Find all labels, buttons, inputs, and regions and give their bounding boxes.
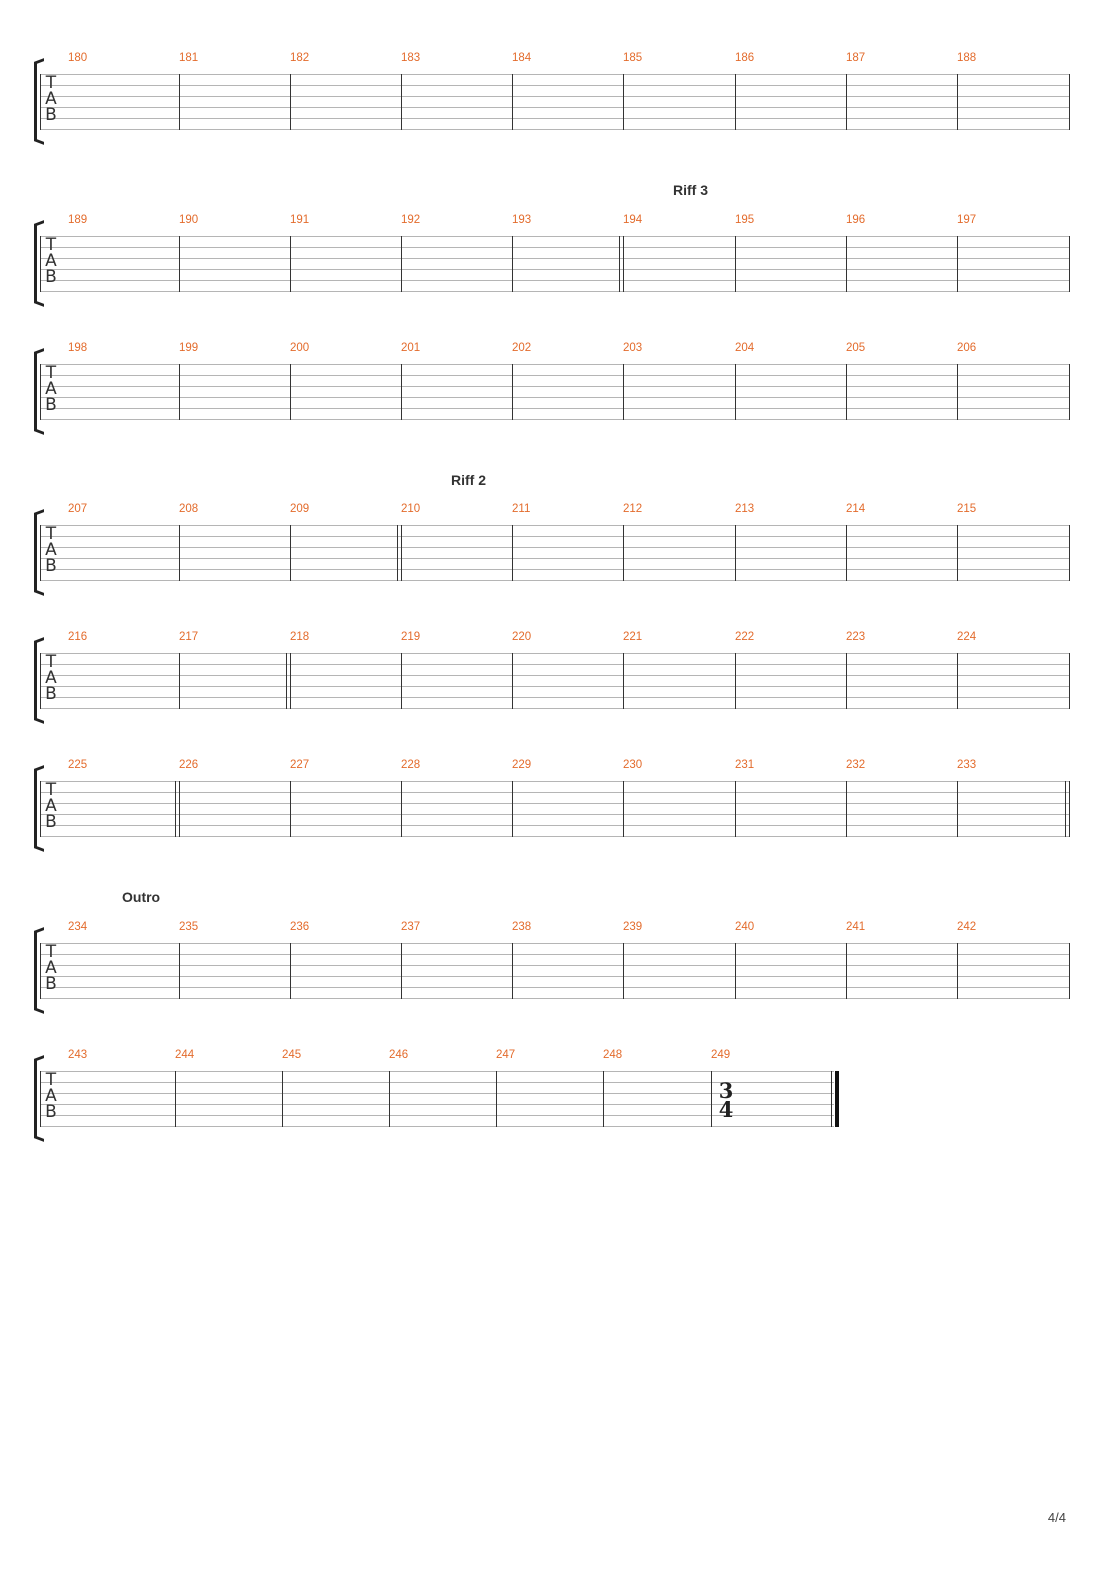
staff-line (40, 675, 1069, 676)
staff-line (40, 976, 1069, 977)
barline (40, 236, 41, 292)
tab-clef-letter: T (45, 942, 57, 962)
staff-line (40, 291, 1069, 292)
measure-number: 247 (496, 1049, 516, 1061)
barline (846, 943, 847, 999)
barline (623, 653, 624, 709)
barline (179, 525, 180, 581)
barline (1069, 653, 1070, 709)
measure-number: 249 (711, 1049, 731, 1061)
measure-number: 248 (603, 1049, 623, 1061)
staff-line (40, 1093, 834, 1094)
measure-number: 223 (846, 631, 866, 643)
staff-line (40, 408, 1069, 409)
measure-number: 201 (401, 342, 421, 354)
staff-line (40, 954, 1069, 955)
tab-clef-letter: B (45, 105, 57, 125)
tab-clef-letter: T (45, 524, 57, 544)
barline (735, 525, 736, 581)
barline (619, 236, 620, 292)
section-label: Outro (122, 889, 161, 905)
barline (512, 943, 513, 999)
staff-line (40, 781, 1069, 782)
barline (957, 236, 958, 292)
measure-number: 246 (389, 1049, 409, 1061)
measure-number: 224 (957, 631, 977, 643)
measure-number: 185 (623, 52, 643, 64)
barline (623, 525, 624, 581)
barline (846, 236, 847, 292)
barline (40, 1071, 41, 1127)
barline (512, 364, 513, 420)
tab-clef-letter: A (45, 540, 57, 560)
barline (1069, 525, 1070, 581)
measure-number: 193 (512, 214, 532, 226)
barline (512, 781, 513, 837)
staff-line (40, 386, 1069, 387)
tab-clef-letter: A (45, 668, 57, 688)
staff-line (40, 653, 1069, 654)
tab-clef-letter: A (45, 1086, 57, 1106)
measure-number: 198 (68, 342, 88, 354)
barline (179, 236, 180, 292)
measure-number: 180 (68, 52, 88, 64)
measure-number: 219 (401, 631, 421, 643)
measure-number: 235 (179, 921, 199, 933)
measure-number: 189 (68, 214, 88, 226)
barline (401, 364, 402, 420)
measure-number: 182 (290, 52, 310, 64)
double-barline (290, 653, 291, 709)
measure-number: 196 (846, 214, 866, 226)
measure-number: 225 (68, 759, 88, 771)
measure-number: 236 (290, 921, 310, 933)
measure-number: 216 (68, 631, 88, 643)
double-barline (623, 236, 624, 292)
barline (290, 236, 291, 292)
measure-number: 233 (957, 759, 977, 771)
measure-number: 238 (512, 921, 532, 933)
staff-line (40, 547, 1069, 548)
barline (286, 653, 287, 709)
measure-number: 221 (623, 631, 643, 643)
measure-number: 204 (735, 342, 755, 354)
measure-number: 181 (179, 52, 199, 64)
tab-clef-letter: T (45, 235, 57, 255)
page-number: 4/4 (1047, 1510, 1066, 1525)
barline (40, 525, 41, 581)
barline (1069, 74, 1070, 130)
staff-line (40, 998, 1069, 999)
barline (1069, 236, 1070, 292)
measure-number: 232 (846, 759, 866, 771)
measure-number: 200 (290, 342, 310, 354)
barline (846, 653, 847, 709)
barline (735, 653, 736, 709)
measure-number: 244 (175, 1049, 195, 1061)
measure-number: 226 (179, 759, 199, 771)
staff-line (40, 1082, 834, 1083)
barline (735, 943, 736, 999)
tab-clef-letter: B (45, 1102, 57, 1122)
final-barline (835, 1071, 839, 1127)
staff-line (40, 247, 1069, 248)
measure-number: 218 (290, 631, 310, 643)
tab-clef-letter: T (45, 780, 57, 800)
barline (623, 781, 624, 837)
barline (831, 1071, 832, 1127)
staff-line (40, 814, 1069, 815)
staff-line (40, 708, 1069, 709)
barline (623, 943, 624, 999)
staff-line (40, 943, 1069, 944)
measure-number: 245 (282, 1049, 302, 1061)
tab-clef-letter: A (45, 251, 57, 271)
barline (623, 74, 624, 130)
measure-number: 194 (623, 214, 643, 226)
barline (179, 943, 180, 999)
measure-number: 212 (623, 503, 643, 515)
barline (846, 74, 847, 130)
tab-clef-letter: A (45, 379, 57, 399)
staff-line (40, 85, 1069, 86)
staff-line (40, 825, 1069, 826)
staff-line (40, 836, 1069, 837)
tab-clef-letter: B (45, 974, 57, 994)
measure-number: 237 (401, 921, 421, 933)
measure-number: 199 (179, 342, 199, 354)
barline (957, 781, 958, 837)
double-barline (179, 781, 180, 837)
staff-line (40, 664, 1069, 665)
measure-number: 242 (957, 921, 977, 933)
double-barline (1069, 781, 1070, 837)
barline (1069, 943, 1070, 999)
staff-line (40, 236, 1069, 237)
double-barline (401, 525, 402, 581)
measure-number: 186 (735, 52, 755, 64)
measure-number: 208 (179, 503, 199, 515)
staff-line (40, 697, 1069, 698)
measure-number: 243 (68, 1049, 88, 1061)
staff-line (40, 965, 1069, 966)
staff-line (40, 1115, 834, 1116)
measure-number: 206 (957, 342, 977, 354)
barline (957, 74, 958, 130)
measure-number: 202 (512, 342, 532, 354)
barline (179, 364, 180, 420)
barline (179, 653, 180, 709)
barline (175, 1071, 176, 1127)
measure-number: 228 (401, 759, 421, 771)
staff-line (40, 580, 1069, 581)
tab-clef-letter: B (45, 395, 57, 415)
staff-line (40, 987, 1069, 988)
staff-line (40, 375, 1069, 376)
measure-number: 241 (846, 921, 866, 933)
time-signature-top: 3 (718, 1078, 734, 1103)
tab-clef-letter: A (45, 958, 57, 978)
barline (846, 525, 847, 581)
staff-line (40, 280, 1069, 281)
staff-line (40, 96, 1069, 97)
barline (846, 364, 847, 420)
staff-line (40, 1126, 834, 1127)
barline (40, 74, 41, 130)
barline (603, 1071, 604, 1127)
barline (40, 943, 41, 999)
barline (397, 525, 398, 581)
staff-line (40, 258, 1069, 259)
barline (40, 653, 41, 709)
staff-line (40, 364, 1069, 365)
tab-clef-letter: B (45, 556, 57, 576)
barline (290, 525, 291, 581)
measure-number: 239 (623, 921, 643, 933)
tab-clef-letter: A (45, 796, 57, 816)
barline (735, 236, 736, 292)
barline (40, 781, 41, 837)
staff-line (40, 129, 1069, 130)
barline (512, 525, 513, 581)
staff-line (40, 269, 1069, 270)
section-label: Riff 3 (673, 182, 708, 198)
measure-number: 229 (512, 759, 532, 771)
measure-number: 187 (846, 52, 866, 64)
measure-number: 214 (846, 503, 866, 515)
staff-line (40, 792, 1069, 793)
tab-clef-letter: B (45, 812, 57, 832)
barline (401, 236, 402, 292)
measure-number: 190 (179, 214, 199, 226)
barline (735, 364, 736, 420)
measure-number: 205 (846, 342, 866, 354)
barline (711, 1071, 712, 1127)
measure-number: 209 (290, 503, 310, 515)
barline (282, 1071, 283, 1127)
measure-number: 227 (290, 759, 310, 771)
staff-line (40, 558, 1069, 559)
tab-clef-letter: B (45, 267, 57, 287)
tab-clef-letter: T (45, 652, 57, 672)
measure-number: 203 (623, 342, 643, 354)
barline (401, 74, 402, 130)
barline (846, 781, 847, 837)
barline (290, 364, 291, 420)
staff-line (40, 686, 1069, 687)
measure-number: 188 (957, 52, 977, 64)
staff-line (40, 397, 1069, 398)
measure-number: 217 (179, 631, 199, 643)
barline (496, 1071, 497, 1127)
barline (401, 943, 402, 999)
measure-number: 207 (68, 503, 88, 515)
measure-number: 191 (290, 214, 310, 226)
measure-number: 230 (623, 759, 643, 771)
measure-number: 184 (512, 52, 532, 64)
measure-number: 210 (401, 503, 421, 515)
barline (957, 653, 958, 709)
staff-line (40, 536, 1069, 537)
barline (179, 74, 180, 130)
section-label: Riff 2 (451, 472, 486, 488)
staff-line (40, 74, 1069, 75)
measure-number: 215 (957, 503, 977, 515)
barline (1065, 781, 1066, 837)
measure-number: 197 (957, 214, 977, 226)
tab-clef-letter: T (45, 73, 57, 93)
barline (735, 74, 736, 130)
measure-number: 220 (512, 631, 532, 643)
staff-line (40, 803, 1069, 804)
measure-number: 192 (401, 214, 421, 226)
barline (290, 781, 291, 837)
staff-line (40, 569, 1069, 570)
tab-clef-letter: B (45, 684, 57, 704)
measure-number: 195 (735, 214, 755, 226)
barline (623, 364, 624, 420)
barline (290, 943, 291, 999)
barline (401, 653, 402, 709)
staff-line (40, 118, 1069, 119)
barline (957, 525, 958, 581)
measure-number: 213 (735, 503, 755, 515)
time-signature-bottom: 4 (718, 1097, 734, 1122)
barline (512, 236, 513, 292)
staff-line (40, 1104, 834, 1105)
barline (40, 364, 41, 420)
staff-line (40, 419, 1069, 420)
barline (957, 364, 958, 420)
barline (401, 781, 402, 837)
barline (175, 781, 176, 837)
staff-line (40, 107, 1069, 108)
barline (512, 74, 513, 130)
staff-line (40, 1071, 834, 1072)
barline (957, 943, 958, 999)
barline (389, 1071, 390, 1127)
tab-clef-letter: A (45, 89, 57, 109)
barline (290, 74, 291, 130)
barline (1069, 364, 1070, 420)
measure-number: 234 (68, 921, 88, 933)
barline (735, 781, 736, 837)
staff-line (40, 525, 1069, 526)
measure-number: 240 (735, 921, 755, 933)
measure-number: 231 (735, 759, 755, 771)
measure-number: 183 (401, 52, 421, 64)
measure-number: 222 (735, 631, 755, 643)
measure-number: 211 (512, 503, 531, 515)
tab-clef-letter: T (45, 363, 57, 383)
tab-clef-letter: T (45, 1070, 57, 1090)
barline (512, 653, 513, 709)
